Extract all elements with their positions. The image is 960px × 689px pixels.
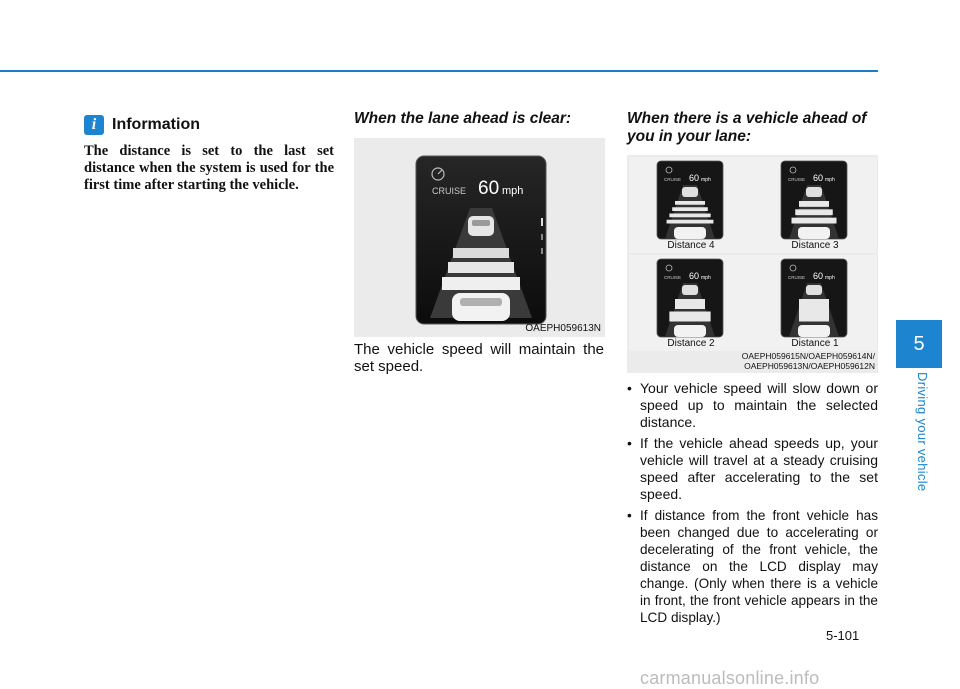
list-item: • If distance from the front vehicle has been changed due to accelerating or decelerating of the front vehicle, the distance on the LCD display may change. (Only when there is a vehicle in front, the front vehicle appears in the LCD display.): [627, 508, 878, 625]
watermark: carmanualsonline.info: [640, 668, 820, 688]
distance-bar: [799, 299, 829, 322]
lane-clear-heading: When the lane ahead is clear:: [354, 110, 572, 127]
distance-2-label: Distance 2: [667, 338, 715, 349]
lead-vehicle-icon: [806, 187, 822, 197]
distance-1-panel: [753, 255, 877, 351]
list-item: • Your vehicle speed will slow down or speed up to maintain the selected distance.: [627, 380, 878, 430]
cruise-label: CRUISE: [664, 177, 682, 182]
set-speed: 60: [689, 271, 700, 281]
own-vehicle-icon: [674, 325, 706, 337]
distance-figure: [627, 155, 878, 373]
distance-bar: [795, 209, 833, 215]
caption-line-1: OAEPH059615N/OAEPH059614N/: [741, 351, 875, 361]
own-vehicle-icon: [452, 293, 510, 321]
distance-3-panel: [753, 157, 877, 253]
distance-bar: [669, 312, 710, 322]
distance-2-panel: [629, 255, 753, 351]
cruise-label: CRUISE: [432, 186, 467, 196]
info-icon: i: [84, 115, 104, 135]
page-number: 5-101: [826, 628, 860, 643]
set-speed: 60: [813, 173, 824, 183]
speed-unit: mph: [825, 275, 835, 281]
figure-caption: OAEPH059613N: [525, 323, 601, 334]
distance-4-label: Distance 4: [667, 240, 715, 251]
cluster-display-image: [354, 138, 605, 337]
lane-clear-text: The vehicle speed will maintain the set speed.: [354, 341, 604, 375]
lead-vehicle-icon: [682, 285, 698, 295]
information-text: The distance is set to the last set distance when the system is used for the first time after starting the vehicle.: [84, 143, 334, 193]
speed-unit: mph: [825, 177, 835, 183]
distance-bar: [672, 207, 708, 211]
set-speed: 60: [689, 173, 700, 183]
vehicle-ahead-heading: When there is a vehicle ahead of you in your lane:: [627, 110, 867, 145]
information-title: Information: [112, 116, 200, 133]
own-vehicle-icon: [798, 325, 830, 337]
speed-unit: mph: [502, 185, 524, 197]
lead-vehicle-icon: [468, 216, 494, 236]
cruise-label: CRUISE: [664, 275, 682, 280]
own-vehicle-icon: [674, 227, 706, 239]
lead-vehicle-icon: [682, 187, 698, 197]
header-rule: [0, 70, 878, 72]
distance-bar: [675, 201, 705, 205]
distance-bar: [792, 218, 837, 224]
set-speed: 60: [813, 271, 824, 281]
caption-line-2: OAEPH059613N/OAEPH059612N: [744, 361, 875, 371]
vehicle-ahead-bullets: [627, 380, 878, 630]
distance-bar: [667, 220, 714, 224]
distance-bar: [669, 214, 710, 218]
own-vehicle-icon: [798, 227, 830, 239]
distance-3-cluster-image: [753, 157, 877, 253]
cruise-label: CRUISE: [788, 275, 806, 280]
distance-1-label: Distance 1: [791, 338, 839, 349]
distance-1-cluster-image: [753, 255, 877, 351]
list-item: • If the vehicle ahead speeds up, your vehicle will travel at a steady cruising speed after accelerating to the set speed.: [627, 435, 878, 502]
distance-4-cluster-image: [629, 157, 753, 253]
set-speed: 60: [478, 178, 500, 199]
lead-vehicle-icon: [806, 285, 822, 295]
distance-figure-caption: [742, 351, 875, 371]
distance-2-cluster-image: [629, 255, 753, 351]
distance-4-panel: [629, 157, 753, 253]
lane-clear-figure: [354, 138, 605, 337]
distance-bar: [799, 201, 829, 207]
distance-3-label: Distance 3: [791, 240, 839, 251]
cruise-label: CRUISE: [788, 177, 806, 182]
information-heading: [84, 115, 200, 135]
speed-unit: mph: [701, 177, 711, 183]
chapter-number-tab: 5: [896, 320, 942, 368]
speed-unit: mph: [701, 275, 711, 281]
distance-bars: [442, 248, 520, 290]
distance-bar: [675, 299, 705, 309]
chapter-title: Driving your vehicle: [915, 372, 930, 492]
